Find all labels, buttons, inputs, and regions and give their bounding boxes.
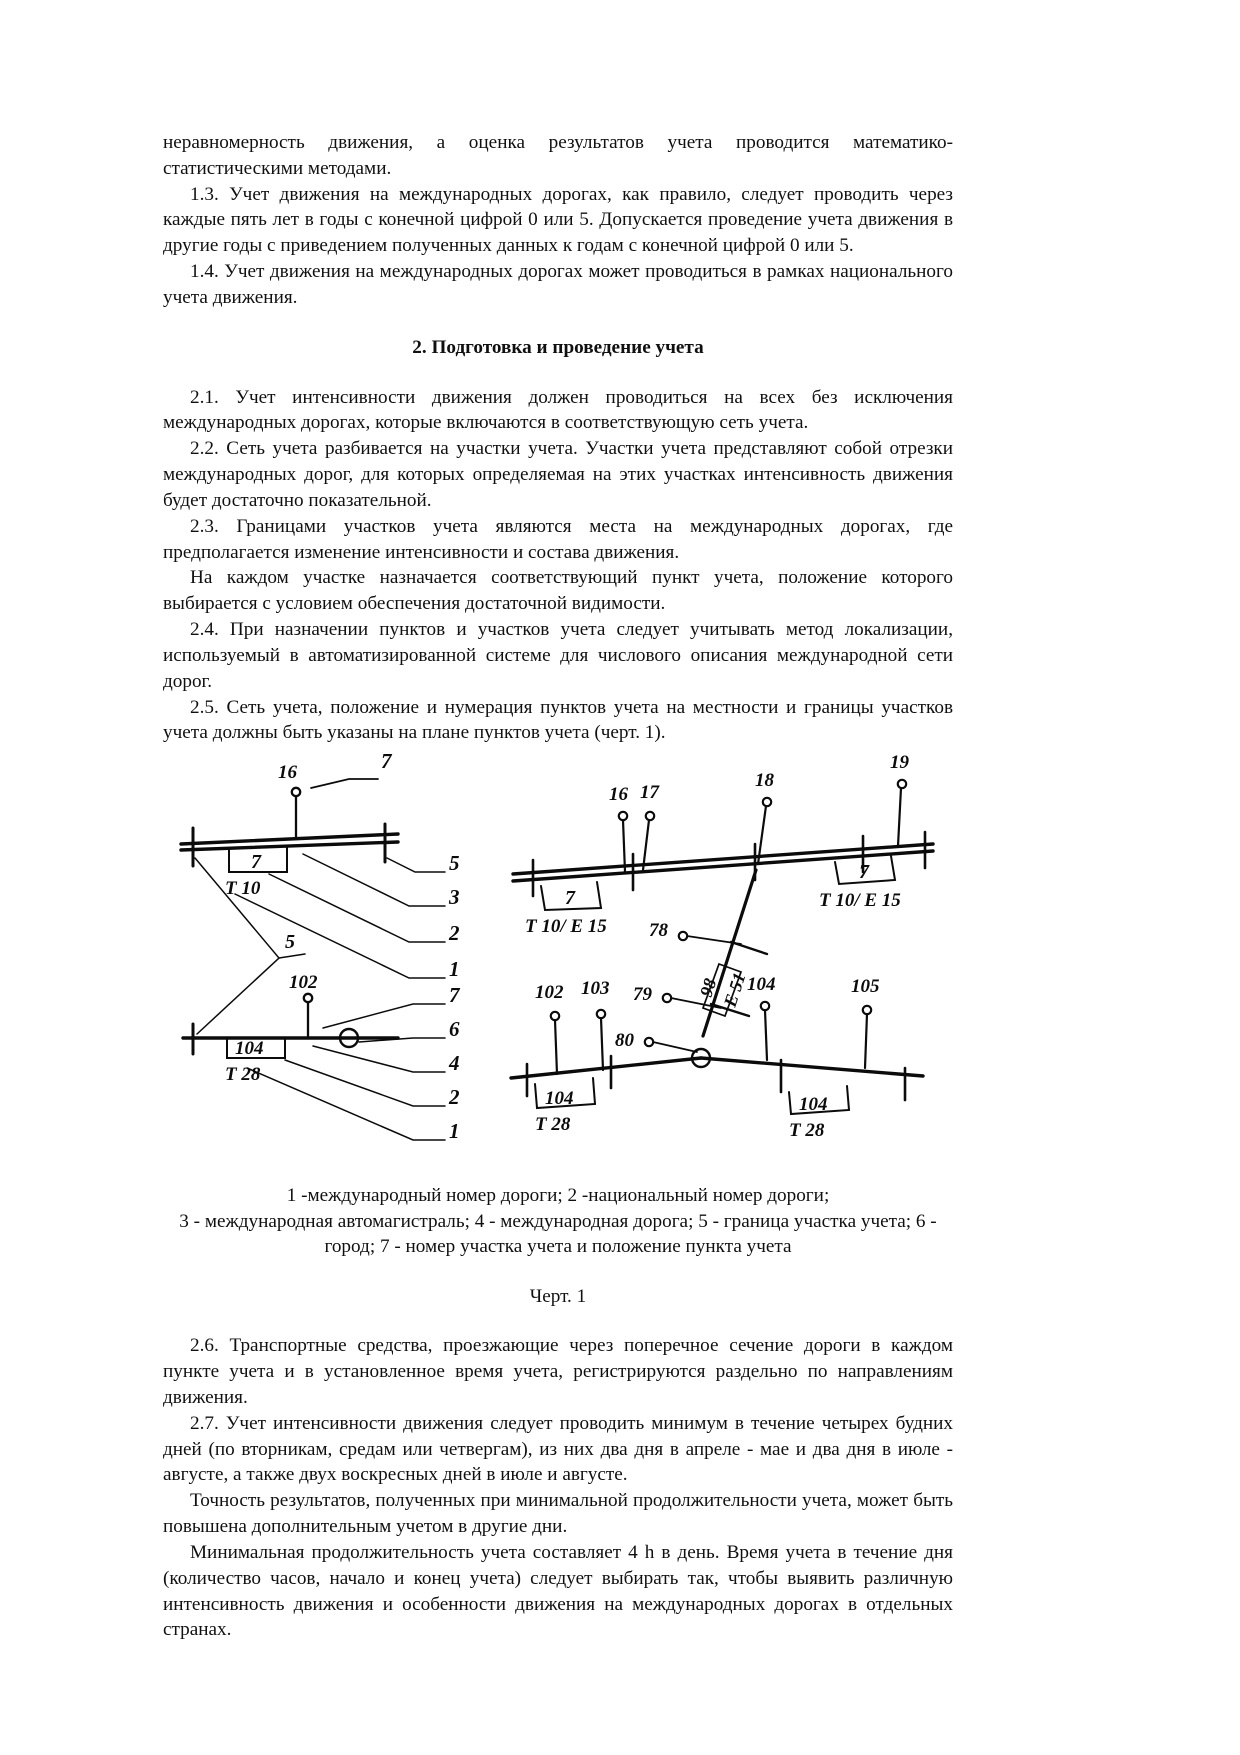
paragraph-2-3: 2.3. Границами участков учета являются места на международных дорогах, где предполагается изменение интенсивности и состава движения. [163, 515, 953, 563]
section-heading-2: 2. Подготовка и проведение учета [412, 336, 704, 358]
spacer-after-heading [163, 361, 953, 385]
right-diagram [511, 780, 933, 1114]
paragraph-2-7: 2.7. Учет интенсивности движения следует проводить минимум в течение четырех будних дней (по вторникам, средам или четвергам), из них два дня в апреле - мае и два дня в июле - августе, а также двух воскресных дней в июле и августе. [163, 1412, 953, 1486]
paragraph-1-4: 1.4. Учет движения на международных дорогах может проводиться в рамках национального учета движения. [163, 261, 953, 308]
left-leader-bottom-6: 6 [449, 1017, 460, 1042]
right-station-102-label: 102 [535, 982, 564, 1004]
left-leader-bottom-4: 4 [449, 1051, 460, 1076]
figure-caption-line-1: 1 -международный номер дороги; 2 -национальный номер дороги; [286, 1185, 830, 1207]
right-branch-station-80: 80 [615, 1030, 634, 1052]
right-station-16-label: 16 [609, 784, 628, 806]
right-road-box-left-label: 7 [565, 887, 575, 910]
left-road-label-top: T 10 [225, 878, 261, 900]
left-leader-1: 1 [449, 957, 460, 982]
right-road-label-bottom-right: T 28 [789, 1120, 825, 1142]
right-road-box-right-label: 7 [859, 861, 869, 884]
left-leader-2: 2 [449, 921, 460, 946]
left-leader-bottom-1: 1 [449, 1119, 460, 1144]
figure-number: Черт. 1 [529, 1285, 587, 1307]
right-branch-station-79: 79 [633, 984, 652, 1006]
paragraph-continuation: неравномерность движения, а оценка результатов учета проводится математико-статистическими методами. [163, 132, 953, 179]
left-leader-5: 5 [449, 851, 460, 876]
left-leader-bottom-7: 7 [449, 983, 460, 1008]
right-station-105-label: 105 [851, 976, 880, 998]
traffic-count-plan-diagram [163, 746, 953, 1166]
paragraph-2-1: 2.1. Учет интенсивности движения должен проводиться на всех без исключения международных дорогах, которые включаются в соответствующую сеть учета. [163, 386, 953, 434]
figure-1 [163, 746, 953, 1309]
paragraph-2-6: 2.6. Транспортные средства, проезжающие через поперечное сечение дороги в каждом пункте учета и в установленное время учета, регистрируются раздельно по направлениям движения. [163, 1335, 953, 1408]
figure-caption-line-3: город; 7 - номер участка учета и положение пункта учета [324, 1236, 792, 1258]
right-road-label-left: T 10/ E 15 [525, 916, 607, 938]
left-border-marker-5: 5 [285, 931, 295, 954]
paragraph-2-7b: Точность результатов, полученных при минимальной продолжительности учета, может быть повышена дополнительным учетом в другие дни. [163, 1490, 953, 1538]
paragraph-2-3b: На каждом участке назначается соответствующий пункт учета, положение которого выбирается с условием обеспечения достаточной видимости. [163, 567, 953, 615]
spacer-before-caption [163, 1166, 953, 1183]
left-leader-bottom-2: 2 [449, 1085, 460, 1110]
figure-caption-line-2: 3 - международная автомагистраль; 4 - международная дорога; 5 - граница участка учета; 6 - [179, 1210, 937, 1232]
left-road-box-top-label: 7 [251, 851, 261, 874]
paragraph-2-2: 2.2. Сеть учета разбивается на участки учета. Участки учета представляют собой отрезки международных дорог, для которых определяемая на этих участках интенсивность движения будет достаточно показательной. [163, 438, 953, 511]
right-branch-road-label: E 51 [719, 970, 750, 1010]
left-diagram [181, 779, 445, 1140]
left-leader-3: 3 [449, 885, 460, 910]
paragraph-1-3: 1.3. Учет движения на международных дорогах, как правило, следует проводить через каждые пять лет в годы с конечной цифрой 0 или 5. Допускается проведение учета движения в другие годы с приведением полученных данных к годам с конечной цифрой 0 или 5. [163, 183, 953, 257]
right-branch-station-78: 78 [649, 920, 668, 942]
right-station-18-label: 18 [755, 770, 774, 792]
left-road-label-bottom: T 28 [225, 1064, 261, 1086]
right-station-19-label: 19 [890, 752, 909, 774]
spacer-before-fig-number [163, 1260, 953, 1284]
left-station-bottom-label: 102 [289, 972, 318, 994]
page-content [163, 130, 953, 1643]
paragraph-2-7c: Минимальная продолжительность учета составляет 4 h в день. Время учета в течение дня (количество часов, начало и конец учета) следует выбирать так, чтобы выявить различную интенсивность движения и особенности движения на международных дорогах в отдельных странах. [163, 1541, 953, 1641]
paragraph-2-4: 2.4. При назначении пунктов и участков учета следует учитывать метод локализации, используемый в автоматизированной системе для числового описания международной сети дорог. [163, 619, 953, 692]
right-station-103-label: 103 [581, 978, 610, 1000]
right-branch-box-label: 98 [695, 976, 721, 1000]
spacer-after-figure [163, 1309, 953, 1333]
right-road-box-bottom-left-label: 104 [545, 1088, 574, 1110]
right-road-label-bottom-left: T 28 [535, 1114, 571, 1136]
right-road-label-right: T 10/ E 15 [819, 890, 901, 912]
right-station-104-label: 104 [747, 974, 776, 996]
paragraph-2-5: 2.5. Сеть учета, положение и нумерация пунктов учета на местности и границы участков учета должны быть указаны на плане пунктов учета (черт. 1). [163, 696, 953, 744]
left-road-box-bottom-label: 104 [235, 1038, 264, 1060]
right-station-17-label: 17 [640, 782, 659, 804]
spacer-before-heading [163, 311, 953, 335]
left-station-top-label: 16 [278, 762, 297, 784]
right-road-box-bottom-right-label: 104 [799, 1094, 828, 1116]
left-callout-top-label: 7 [381, 749, 392, 774]
